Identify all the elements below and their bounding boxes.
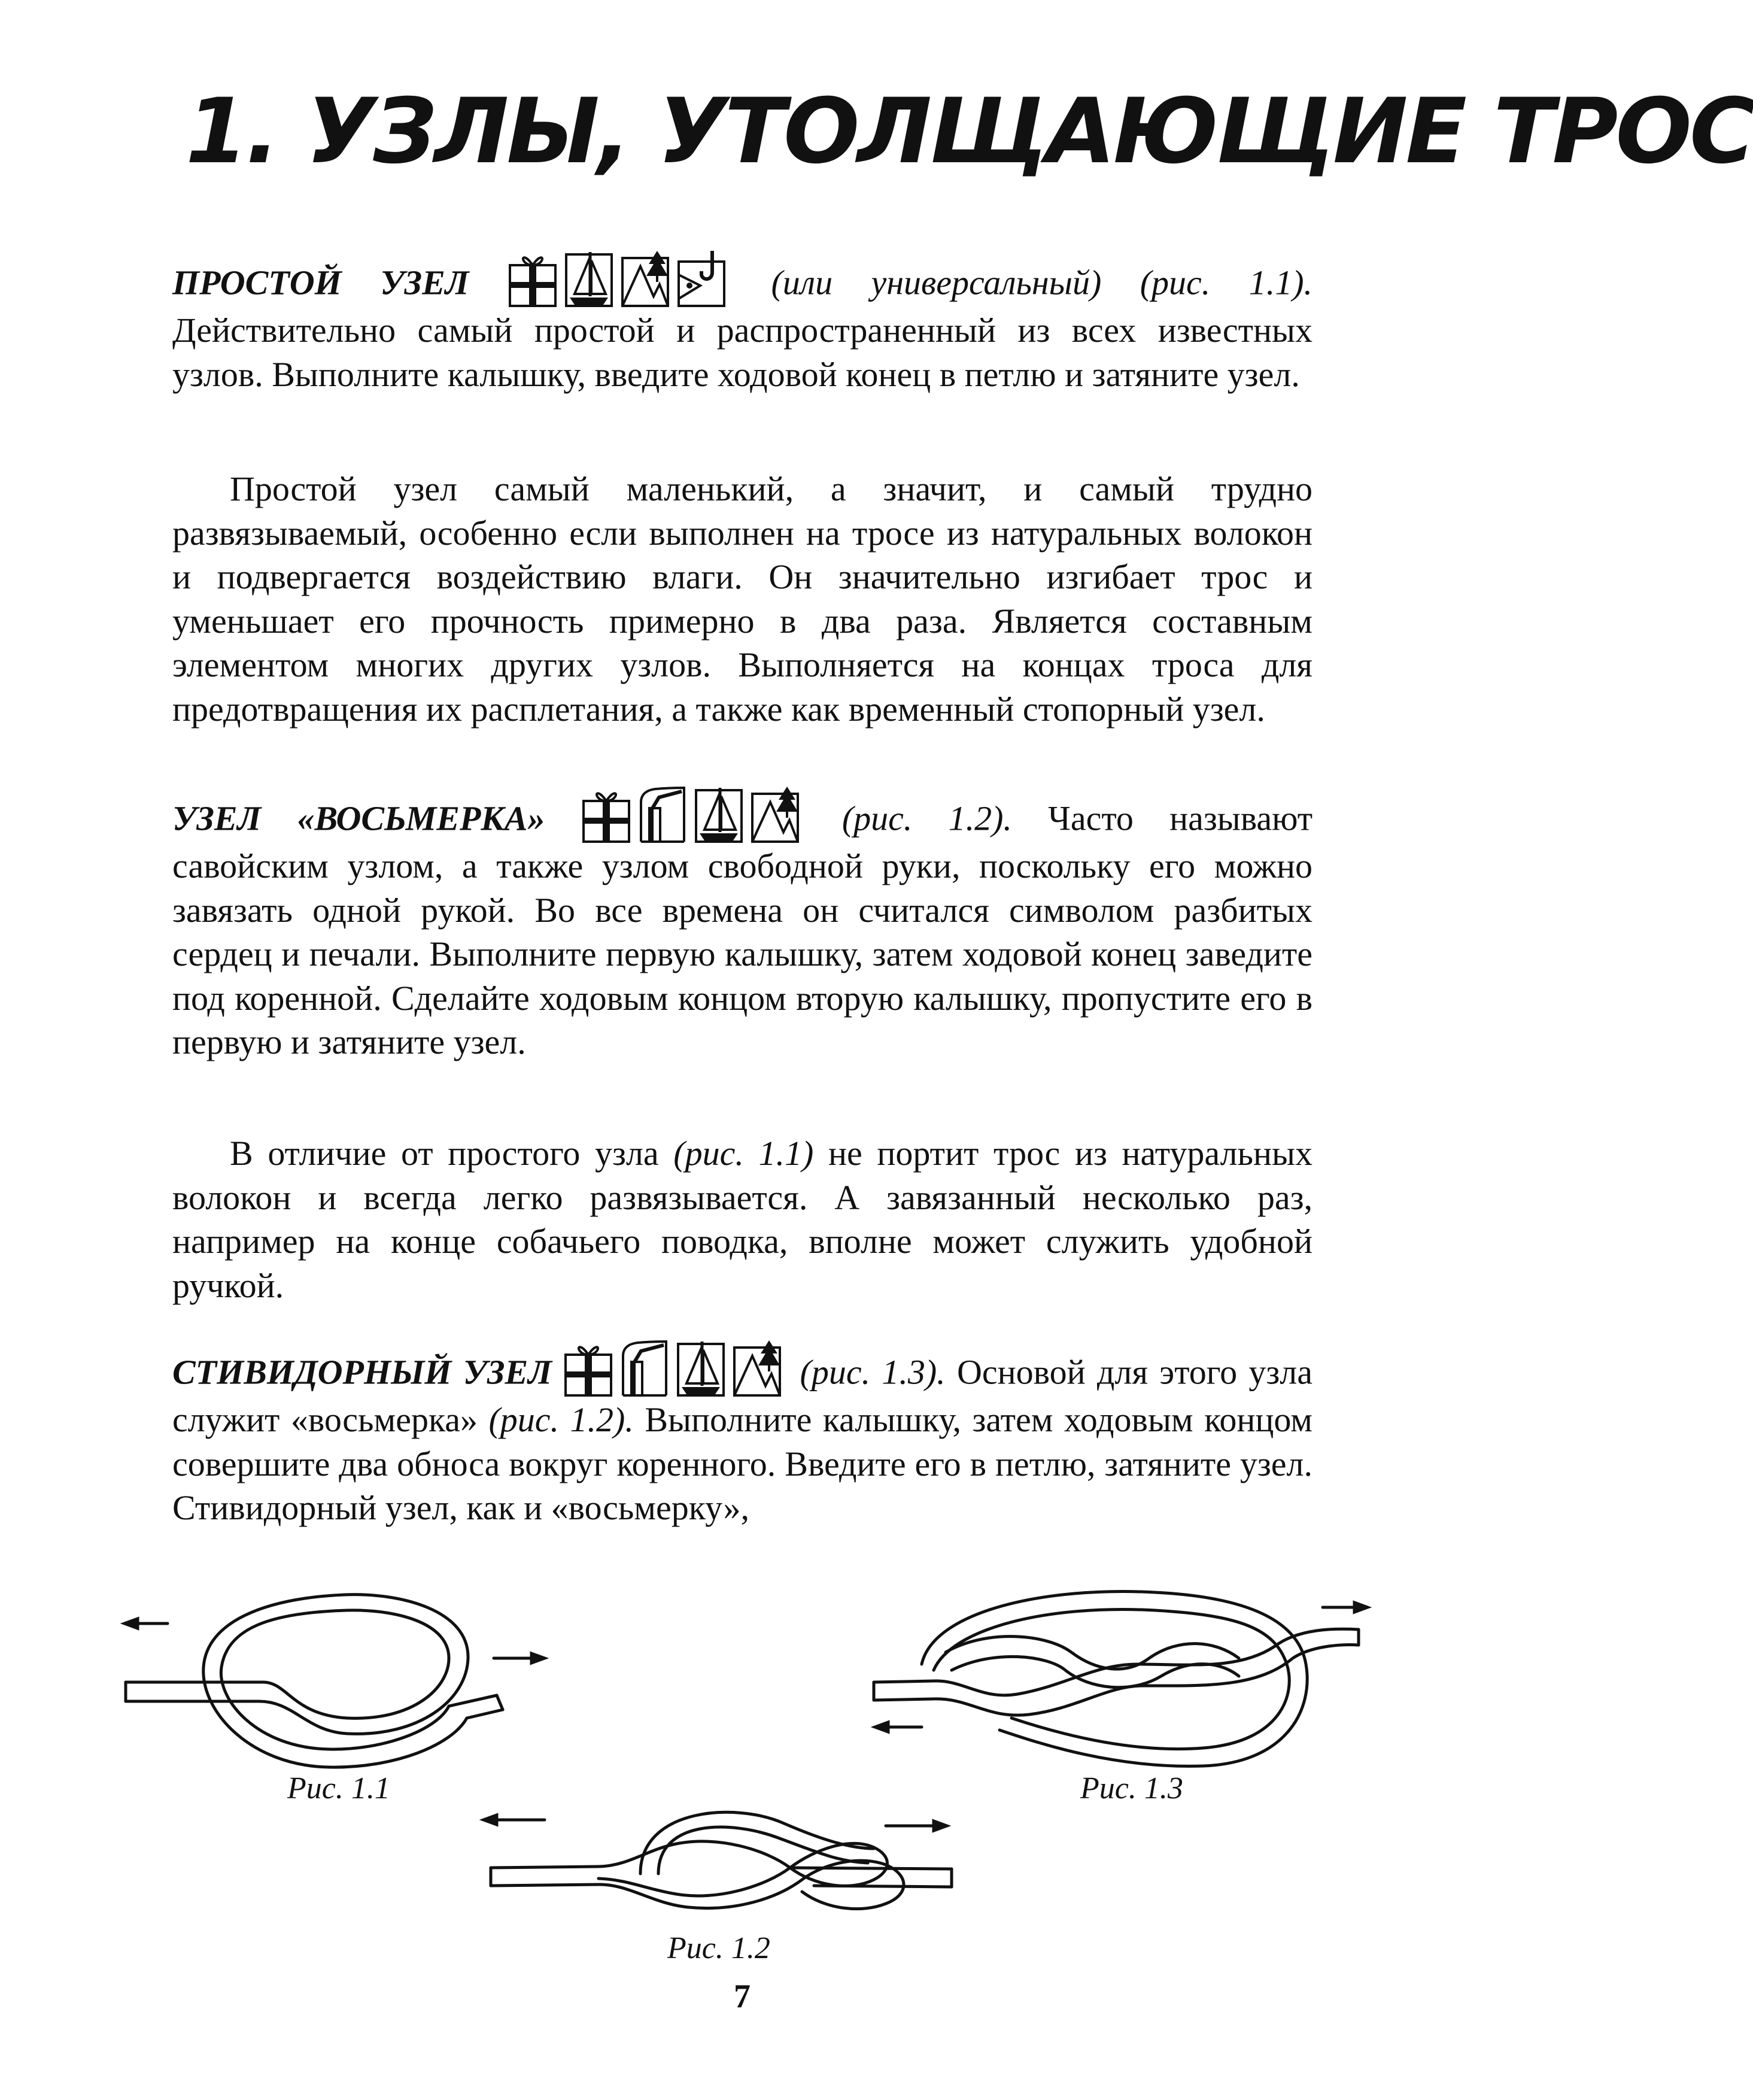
figure-1-2-illustration [479,1796,970,1934]
gift-icon [563,1338,613,1398]
stevedore-knot-ref: (рис. 1.3). [800,1352,946,1392]
figure-1-1-illustration [114,1592,569,1772]
stevedore-knot-ref-2: (рис. 1.2). [488,1400,634,1439]
figure-eight-p2-ref: (рис. 1.1) [673,1134,814,1173]
figure-1-1-caption: Рис. 1.1 [287,1771,390,1805]
chapter-title: 1. УЗЛЫ, УТОЛЩАЮЩИЕ ТРОС [186,80,1753,184]
simple-knot-paragraph [172,248,1313,396]
figure-eight-paragraph-2 [172,1131,1313,1307]
figure-eight-ref: (рис. 1.2). [841,799,1012,838]
page-number: 7 [734,1978,751,2015]
stevedore-knot-heading: СТИВИДОРНЫЙ УЗЕЛ [172,1352,552,1392]
mountain-tree-icon [750,784,800,844]
simple-knot-text: Действительно самый простой и распространенный из всех известных узлов. Выполните калышку, введите ходовой конец в петлю и затяните узел. [172,311,1313,394]
figure-1-2-caption: Рис. 1.2 [667,1931,770,1965]
figure-eight-p2-end: не портит трос из натуральных волокон и всегда легко развязывается. А завязанный несколько раз, например на конце собачьего поводка, вполне может служить удобной ручкой. [172,1134,1313,1305]
gift-icon [508,248,558,308]
mountain-tree-icon [620,248,670,308]
gift-icon [581,784,631,844]
figure-eight-p2-start: В отличие от простого узла [230,1134,659,1173]
mountain-tree-icon [732,1338,782,1398]
figure-eight-text: Часто называют савойским узлом, а также узлом свободной руки, поскольку его можно завязать одной рукой. Во все времена он считался символом разбитых сердец и печали. Выполните первую калышку, затем ходовой конец заведите под коренной. Сделайте ходовым концом вторую калышку, пропустите его в первую и затяните узел. [172,799,1313,1061]
simple-knot-icons [508,248,733,308]
crane-icon [637,784,688,844]
boat-icon [694,784,744,844]
boat-icon [676,1338,726,1398]
simple-knot-paragraph-2: Простой узел самый маленький, а значит, и самый трудно развязываемый, особенно если выполнен на тросе из натуральных волокон и подвергается воздействию влаги. Он значительно изгибает трос и уменьшает его прочность примерно в два раза. Является составным элементом многих других узлов. Выполняется на концах троса для предотвращения их расплетания, а также как временный стопорный узел. [172,469,1313,729]
figure-eight-paragraph [172,784,1313,1064]
stevedore-knot-text-a: Основой для этого узла служит «восьмерка» [172,1352,1313,1439]
stevedore-knot-icons [563,1338,788,1398]
crane-icon [619,1338,670,1398]
fishing-hook-icon [676,248,727,308]
simple-knot-heading: ПРОСТОЙ УЗЕЛ [172,263,469,302]
stevedore-knot-paragraph [172,1338,1313,1530]
boat-icon [564,248,614,308]
stevedore-knot-text-b: Выполните калышку, затем ходовым концом совершите два обноса вокруг коренного. Введите его в петлю, затяните узел. Стивидорный узел, как и «восьмерку», [172,1400,1313,1527]
simple-knot-subtitle: (или универсальный) (рис. 1.1). [771,263,1313,302]
figure-eight-icons [581,784,806,844]
figure-1-3-illustration [868,1580,1377,1772]
figure-eight-heading: УЗЕЛ «ВОСЬМЕРКА» [172,799,545,838]
figure-1-3-caption: Рис. 1.3 [1080,1771,1183,1805]
